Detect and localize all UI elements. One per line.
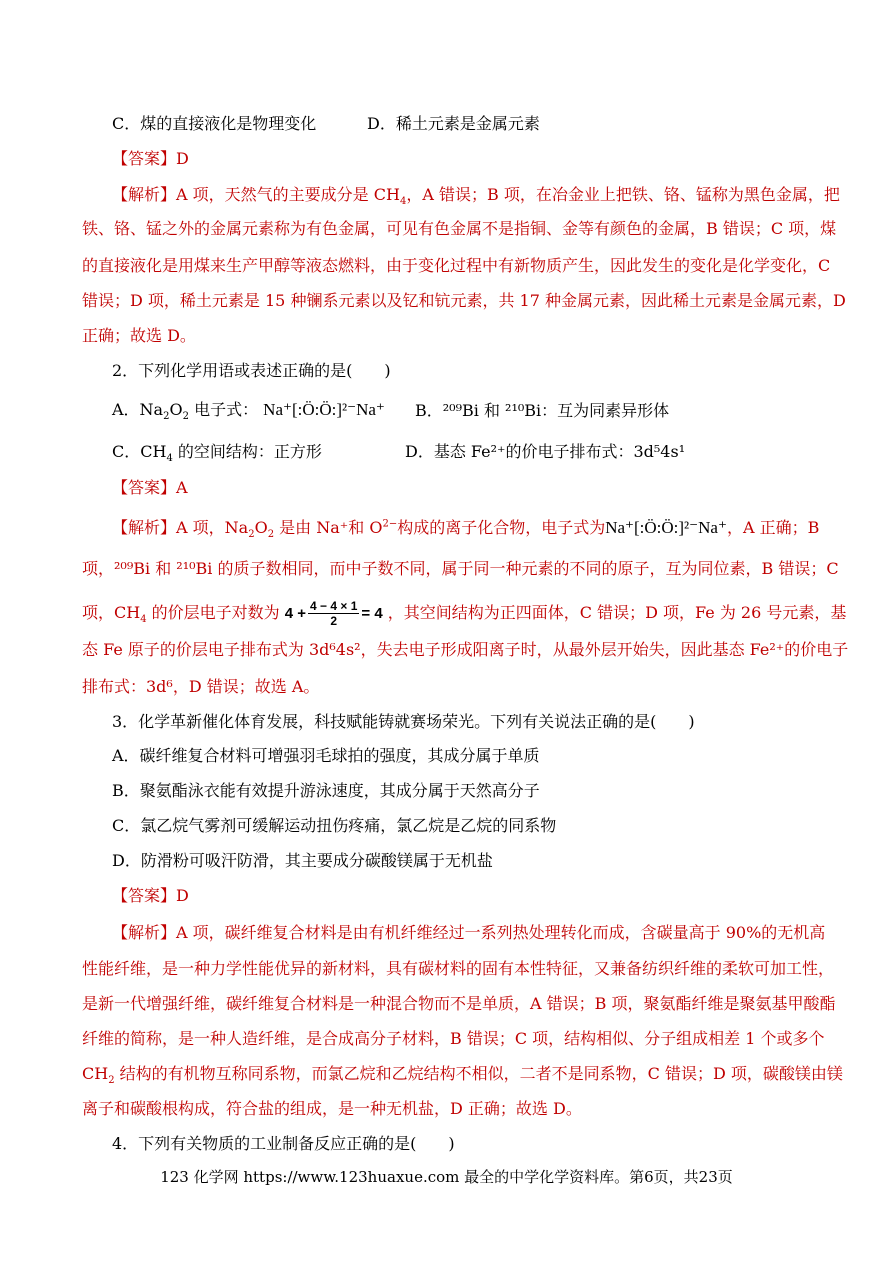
- q2-option-b: B．²⁰⁹Bi 和 ²¹⁰Bi：互为同素异形体: [415, 401, 670, 420]
- q2-analysis-line-1: 【解析】A 项，$Na_2O_2$ 是由 Na⁺和 $O^{2-}$构成的离子化合物，电子式为Na⁺[:Ö:Ö:]²⁻Na⁺，A 正确；B: [112, 518, 820, 541]
- q2-option-d: D．基态 Fe²⁺的价电子排布式：3d⁵4s¹: [405, 442, 686, 461]
- q3-option-d: D．防滑粉可吸汗防滑，其主要成分碳酸镁属于无机盐: [112, 851, 493, 870]
- q3-analysis-line-2: 性能纤维，是一种力学性能优异的新材料，具有碳材料的固有本性特征，又兼备纺织纤维的柔软可加工性，: [82, 959, 835, 978]
- q1-analysis-line-2: 铁、铬、锰之外的金属元素称为有色金属，可见有色金属不是指铜、金等有颜色的金属，B 错误；C 项，煤: [82, 219, 837, 238]
- answer-value: D: [176, 149, 189, 168]
- page-footer: 123 化学网 https://www.123huaxue.com 最全的中学化学资料库。第6页，共23页: [160, 1168, 733, 1186]
- q1-analysis-line-5: 正确；故选 D。: [82, 326, 196, 345]
- q2-option-c: C．$CH_4$ 的空间结构：正方形: [112, 442, 322, 465]
- q3-option-b: B．聚氨酯泳衣能有效提升游泳速度，其成分属于天然高分子: [112, 781, 540, 800]
- q2-analysis-line-5: 排布式：3d⁶，D 错误；故选 A。: [82, 677, 320, 696]
- q2-analysis-line-4: 态 Fe 原子的价层电子排布式为 3d⁶4s²，失去电子形成阳离子时，从最外层开始失，因此基态 Fe²⁺的价电子: [82, 640, 849, 659]
- q2-analysis-line-2: 项，²⁰⁹Bi 和 ²¹⁰Bi 的质子数相同，而中子数不同，属于同一种元素的不同的原子，互为同位素，B 错误；C: [82, 559, 839, 578]
- answer-label: 【答案】: [112, 149, 177, 168]
- q3-analysis-line-1: 【解析】A 项，碳纤维复合材料是由有机纤维经过一系列热处理转化而成，含碳量高于 90%的无机高: [112, 923, 826, 942]
- q1-analysis-line-1: 【解析】A 项，天然气的主要成分是 $CH_4$，A 错误；B 项，在冶金业上把铁、铬、锰称为黑色金属，把: [112, 185, 840, 208]
- q1-option-d: D．稀土元素是金属元素: [367, 114, 540, 133]
- q1-option-c: C．煤的直接液化是物理变化: [112, 114, 317, 133]
- q3-analysis-line-5: $CH_2$ 结构的有机物互称同系物，而氯乙烷和乙烷结构不相似，二者不是同系物，C 错误；D 项，碳酸镁由镁: [82, 1064, 843, 1087]
- answer-label: 【答案】: [112, 886, 177, 905]
- na2o2-electron-formula: Na⁺[:Ö:Ö:]²⁻Na⁺: [605, 518, 727, 537]
- q2-answer: [112, 478, 188, 498]
- q1-analysis-line-3: 的直接液化是用煤来生产甲醇等液态燃料，由于变化过程中有新物质产生，因此发生的变化是化学变化，C: [82, 256, 831, 275]
- na2o2-electron-formula: Na⁺[:Ö:Ö:]²⁻Na⁺: [263, 400, 385, 419]
- vsepr-fraction-expression: 4 + $\frac{4 - 4 \times 1}{2}$ = 4: [284, 599, 383, 628]
- q3-analysis-line-3: 是新一代增强纤维，碳纤维复合材料是一种混合物而不是单质，A 错误；B 项，聚氨酯纤维是聚氨基甲酸酯: [82, 994, 836, 1013]
- q3-stem: 3．化学革新催化体育发展，科技赋能铸就赛场荣光。下列有关说法正确的是( ): [112, 712, 695, 731]
- q1-answer: [112, 149, 189, 169]
- q2-option-a: A．$Na_2O_2$ 电子式： Na⁺[:Ö:Ö:]²⁻Na⁺: [112, 400, 385, 423]
- q3-option-a: A．碳纤维复合材料可增强羽毛球拍的强度，其成分属于单质: [112, 746, 540, 765]
- q3-option-c: C．氯乙烷气雾剂可缓解运动扭伤疼痛，氯乙烷是乙烷的同系物: [112, 816, 557, 835]
- q2-stem: 2．下列化学用语或表述正确的是( ): [112, 361, 391, 380]
- q3-answer: [112, 886, 189, 906]
- q1-analysis-line-4: 错误；D 项，稀土元素是 15 种镧系元素以及钇和钪元素，共 17 种金属元素，因此稀土元素是金属元素，D: [82, 291, 846, 310]
- q2-analysis-line-3: 项，$CH_4$ 的价层电子对数为 4 + $\frac{4 - 4 \times 1}{2}$ = 4 ，其空间结构为正四面体，C 错误；D 项，Fe 为 26 号元素，基: [82, 599, 847, 628]
- answer-value: A: [176, 478, 188, 497]
- q3-analysis-line-6: 离子和碳酸根构成，符合盐的组成，是一种无机盐，D 正确；故选 D。: [82, 1099, 582, 1118]
- q4-stem: 4．下列有关物质的工业制备反应正确的是( ): [112, 1134, 455, 1153]
- answer-value: D: [176, 886, 189, 905]
- q3-analysis-line-4: 纤维的简称，是一种人造纤维，是合成高分子材料，B 错误；C 项，结构相似、分子组成相差 1 个或多个: [82, 1029, 825, 1048]
- answer-label: 【答案】: [112, 478, 177, 497]
